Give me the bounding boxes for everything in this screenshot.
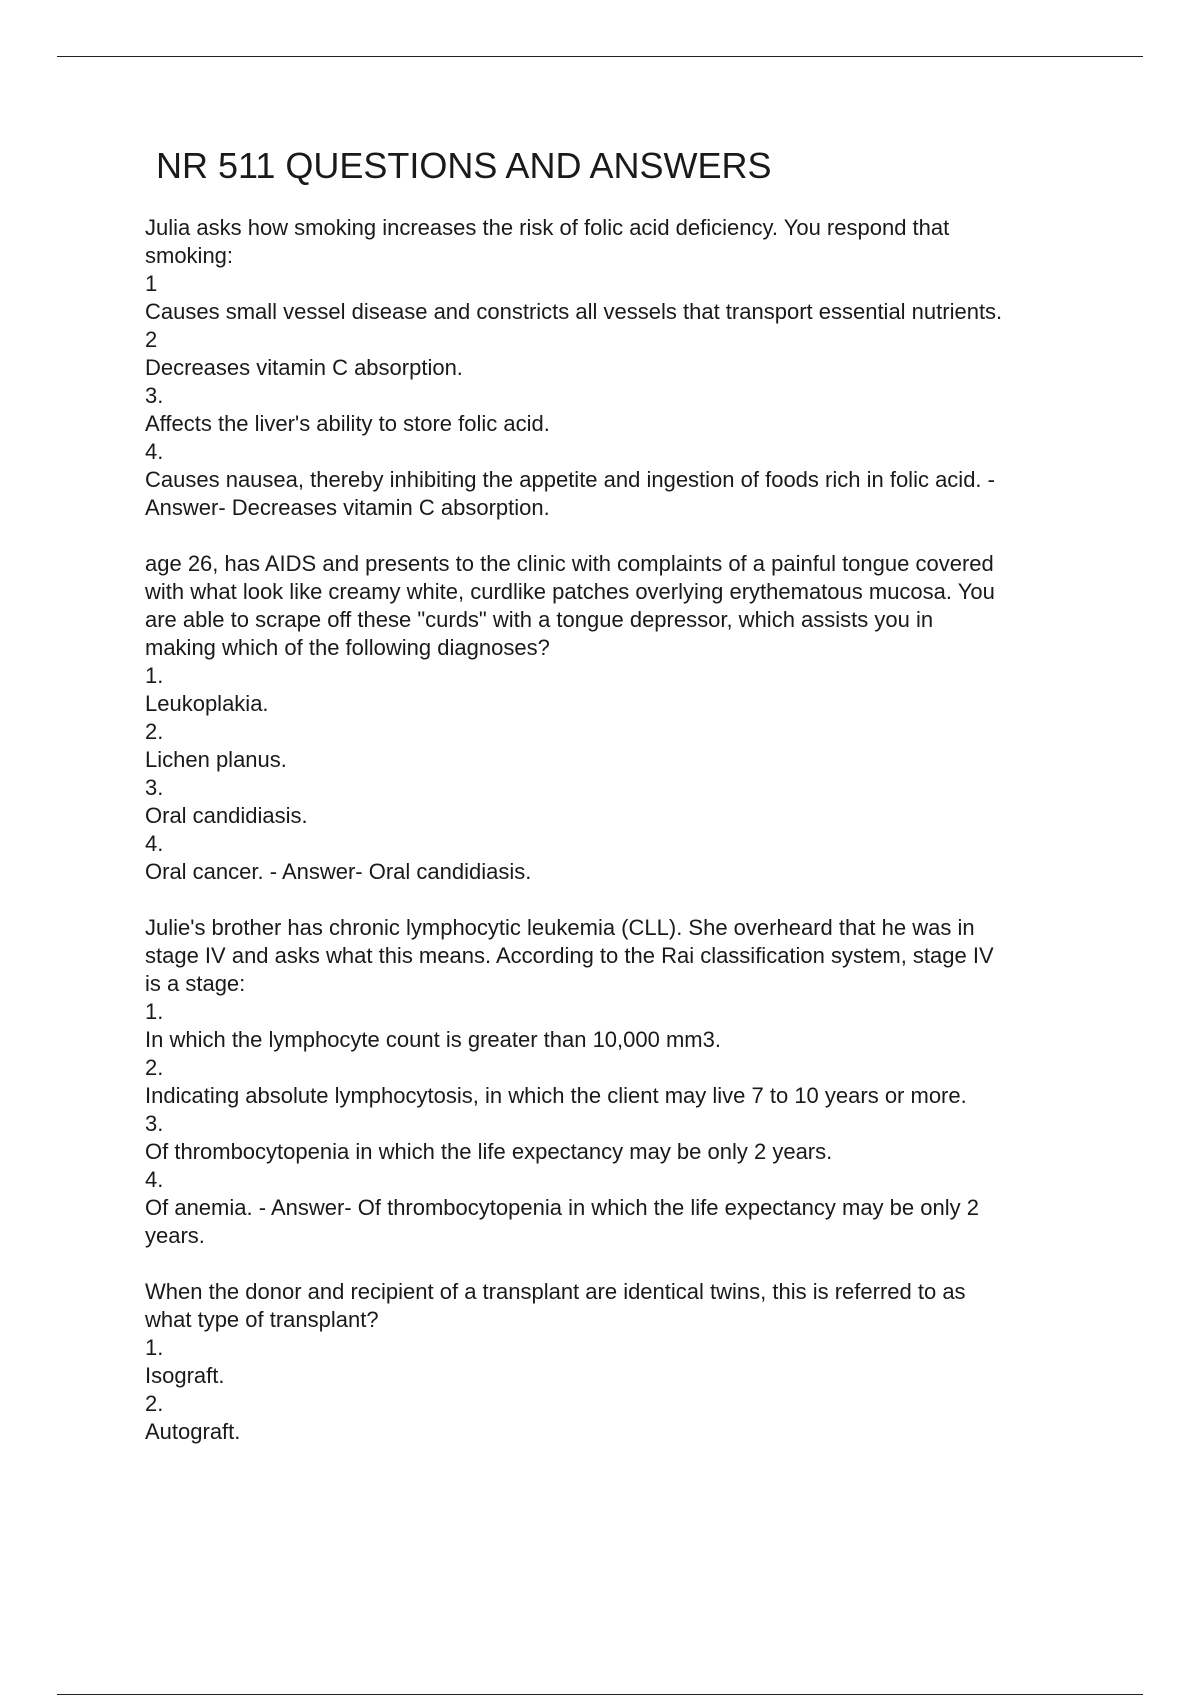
page-title: NR 511 QUESTIONS AND ANSWERS: [156, 145, 772, 186]
option-number: 2.: [145, 719, 164, 744]
option-number: 2: [145, 327, 158, 352]
option-number: 3.: [145, 775, 164, 800]
option-text: Causes nausea, thereby inhibiting the appetite and ingestion of foods rich in folic acid. -: [145, 467, 995, 492]
option-number: 2.: [145, 1391, 164, 1416]
question-line: what type of transplant?: [145, 1307, 379, 1332]
question-line: are able to scrape off these "curds" with a tongue depressor, which assists you in: [145, 607, 934, 632]
question-line: smoking:: [145, 243, 234, 268]
top-divider: [57, 56, 1143, 57]
qa-block-oral-candidiasis: [145, 550, 1105, 886]
qa-block-transplant-type: [145, 1278, 1105, 1446]
question-line: with what look like creamy white, curdlike patches overlying erythematous mucosa. You: [145, 579, 995, 604]
answer-line: Answer- Decreases vitamin C absorption.: [145, 495, 550, 520]
option-number: 4.: [145, 831, 164, 856]
answer-line: years.: [145, 1223, 205, 1248]
answer-line: Oral cancer. - Answer- Oral candidiasis.: [145, 859, 532, 884]
option-number: 3.: [145, 383, 164, 408]
question-line: is a stage:: [145, 971, 246, 996]
question-line: Julia asks how smoking increases the risk of folic acid deficiency. You respond that: [145, 215, 950, 240]
option-number: 2.: [145, 1055, 164, 1080]
question-line: stage IV and asks what this means. According to the Rai classification system, stage IV: [145, 943, 994, 968]
option-number: 1: [145, 271, 158, 296]
option-number: 4.: [145, 439, 164, 464]
option-number: 1.: [145, 663, 164, 688]
option-text: Isograft.: [145, 1363, 225, 1388]
option-text: Causes small vessel disease and constricts all vessels that transport essential nutrients.: [145, 299, 1003, 324]
option-number: 1.: [145, 999, 164, 1024]
option-text: Affects the liver's ability to store folic acid.: [145, 411, 550, 436]
option-text: Autograft.: [145, 1419, 241, 1444]
option-text: Lichen planus.: [145, 747, 287, 772]
bottom-divider: [57, 1694, 1143, 1695]
option-number: 1.: [145, 1335, 164, 1360]
option-number: 4.: [145, 1167, 164, 1192]
option-text: Of thrombocytopenia in which the life expectancy may be only 2 years.: [145, 1139, 833, 1164]
document-body: [145, 214, 1105, 1474]
question-line: making which of the following diagnoses?: [145, 635, 550, 660]
question-line: Julie's brother has chronic lymphocytic leukemia (CLL). She overheard that he was in: [145, 915, 975, 940]
option-text: In which the lymphocyte count is greater than 10,000 mm3.: [145, 1027, 721, 1052]
qa-block-cll-staging: [145, 914, 1105, 1250]
option-text: Indicating absolute lymphocytosis, in which the client may live 7 to 10 years or more.: [145, 1083, 967, 1108]
option-text: Oral candidiasis.: [145, 803, 308, 828]
answer-line: Of anemia. - Answer- Of thrombocytopenia in which the life expectancy may be only 2: [145, 1195, 979, 1220]
question-line: When the donor and recipient of a transplant are identical twins, this is referred to as: [145, 1279, 966, 1304]
qa-block-folic-acid: [145, 214, 1105, 522]
option-number: 3.: [145, 1111, 164, 1136]
question-line: age 26, has AIDS and presents to the clinic with complaints of a painful tongue covered: [145, 551, 994, 576]
option-text: Leukoplakia.: [145, 691, 269, 716]
option-text: Decreases vitamin C absorption.: [145, 355, 463, 380]
